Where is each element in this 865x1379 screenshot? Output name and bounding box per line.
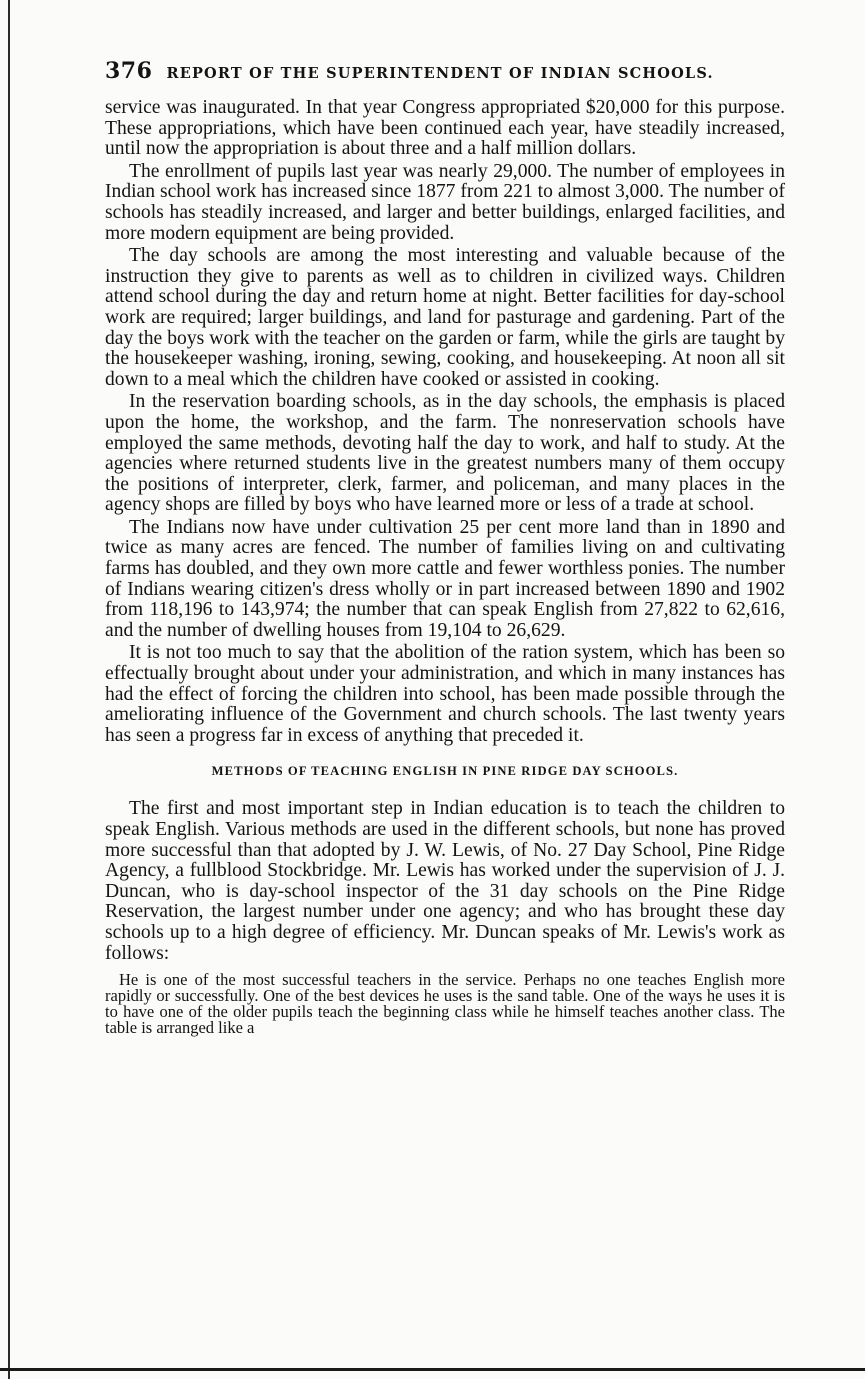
section-heading: METHODS OF TEACHING ENGLISH IN PINE RIDGE DAY SCHOOLS.: [211, 764, 679, 779]
running-title: REPORT OF THE SUPERINTENDENT OF INDIAN SCHOOLS.: [166, 65, 714, 82]
running-header: [105, 58, 785, 98]
paragraph: service was inaugurated. In that year Congress appropriated $20,000 for this purpose. These appropriations, which have been continued each year, have steadily increased, until now the appropriation is about three and a half million dollars.: [105, 97, 785, 160]
block-quote: [105, 972, 785, 1036]
page-number: 376: [105, 58, 153, 84]
paragraph: It is not too much to say that the abolition of the ration system, which has been so effectually brought about under your administration, and which in many instances has had the effect of forcing the children into school, has been made possible through the ameliorating influence of the Government and church schools. The last twenty years has seen a progress far in excess of anything that preceded it.: [105, 642, 785, 746]
section-body: [105, 799, 785, 964]
body-text: [105, 98, 785, 746]
paragraph: The enrollment of pupils last year was nearly 29,000. The number of employees in Indian school work has increased since 1877 from 221 to almost 3,000. The number of schools has steadily increased, and larger and better buildings, enlarged facilities, and more modern equipment are being provided.: [105, 160, 785, 244]
paragraph: The first and most important step in Indian education is to teach the children to speak English. Various methods are used in the different schools, but none has proved more successful than that adopted by J. W. Lewis, of No. 27 Day School, Pine Ridge Agency, a fullblood Stockbridge. Mr. Lewis has worked under the supervision of J. J. Duncan, who is day-school inspector of the 31 day schools on the Pine Ridge Reservation, the largest number under one agency; and who has brought these day schools up to a high degree of efficiency. Mr. Duncan speaks of Mr. Lewis's work as follows:: [105, 798, 785, 964]
document-page: [105, 58, 785, 1036]
paragraph: In the reservation boarding schools, as in the day schools, the emphasis is placed upon the home, the workshop, and the farm. The nonreservation schools have employed the same methods, devoting half the day to work, and half to study. At the agencies where returned students live in the greatest numbers many of them occupy the positions of interpreter, clerk, farmer, and policeman, and many places in the agency shops are filled by boys who have learned more or less of a trade at school.: [105, 391, 785, 516]
page-edge-bottom: [0, 1368, 865, 1371]
page-edge-left: [8, 0, 10, 1379]
paragraph: The day schools are among the most interesting and valuable because of the instruction they give to parents as well as to children in civilized ways. Children attend school during the day and return home at night. Better facilities for day-school work are required; larger buildings, and land for pasturage and gardening. Part of the day the boys work with the teacher on the garden or farm, while the girls are taught by the housekeeper washing, ironing, sewing, cooking, and housekeeping. At noon all sit down to a meal which the children have cooked or assisted in cooking.: [105, 245, 785, 390]
quote-text: He is one of the most successful teachers in the service. Perhaps no one teaches English more rapidly or successfully. One of the best devices he uses is the sand table. One of the ways he uses it is to have one of the older pupils teach the beginning class while he himself teaches another class. The table is arranged like a: [105, 970, 785, 1038]
paragraph: The Indians now have under cultivation 25 per cent more land than in 1890 and twice as many acres are fenced. The number of families living on and cultivating farms has doubled, and they own more cattle and fewer worthless ponies. The number of Indians wearing citizen's dress wholly or in part increased between 1890 and 1902 from 118,196 to 143,974; the number that can speak English from 27,822 to 62,616, and the number of dwelling houses from 19,104 to 26,629.: [105, 516, 785, 641]
